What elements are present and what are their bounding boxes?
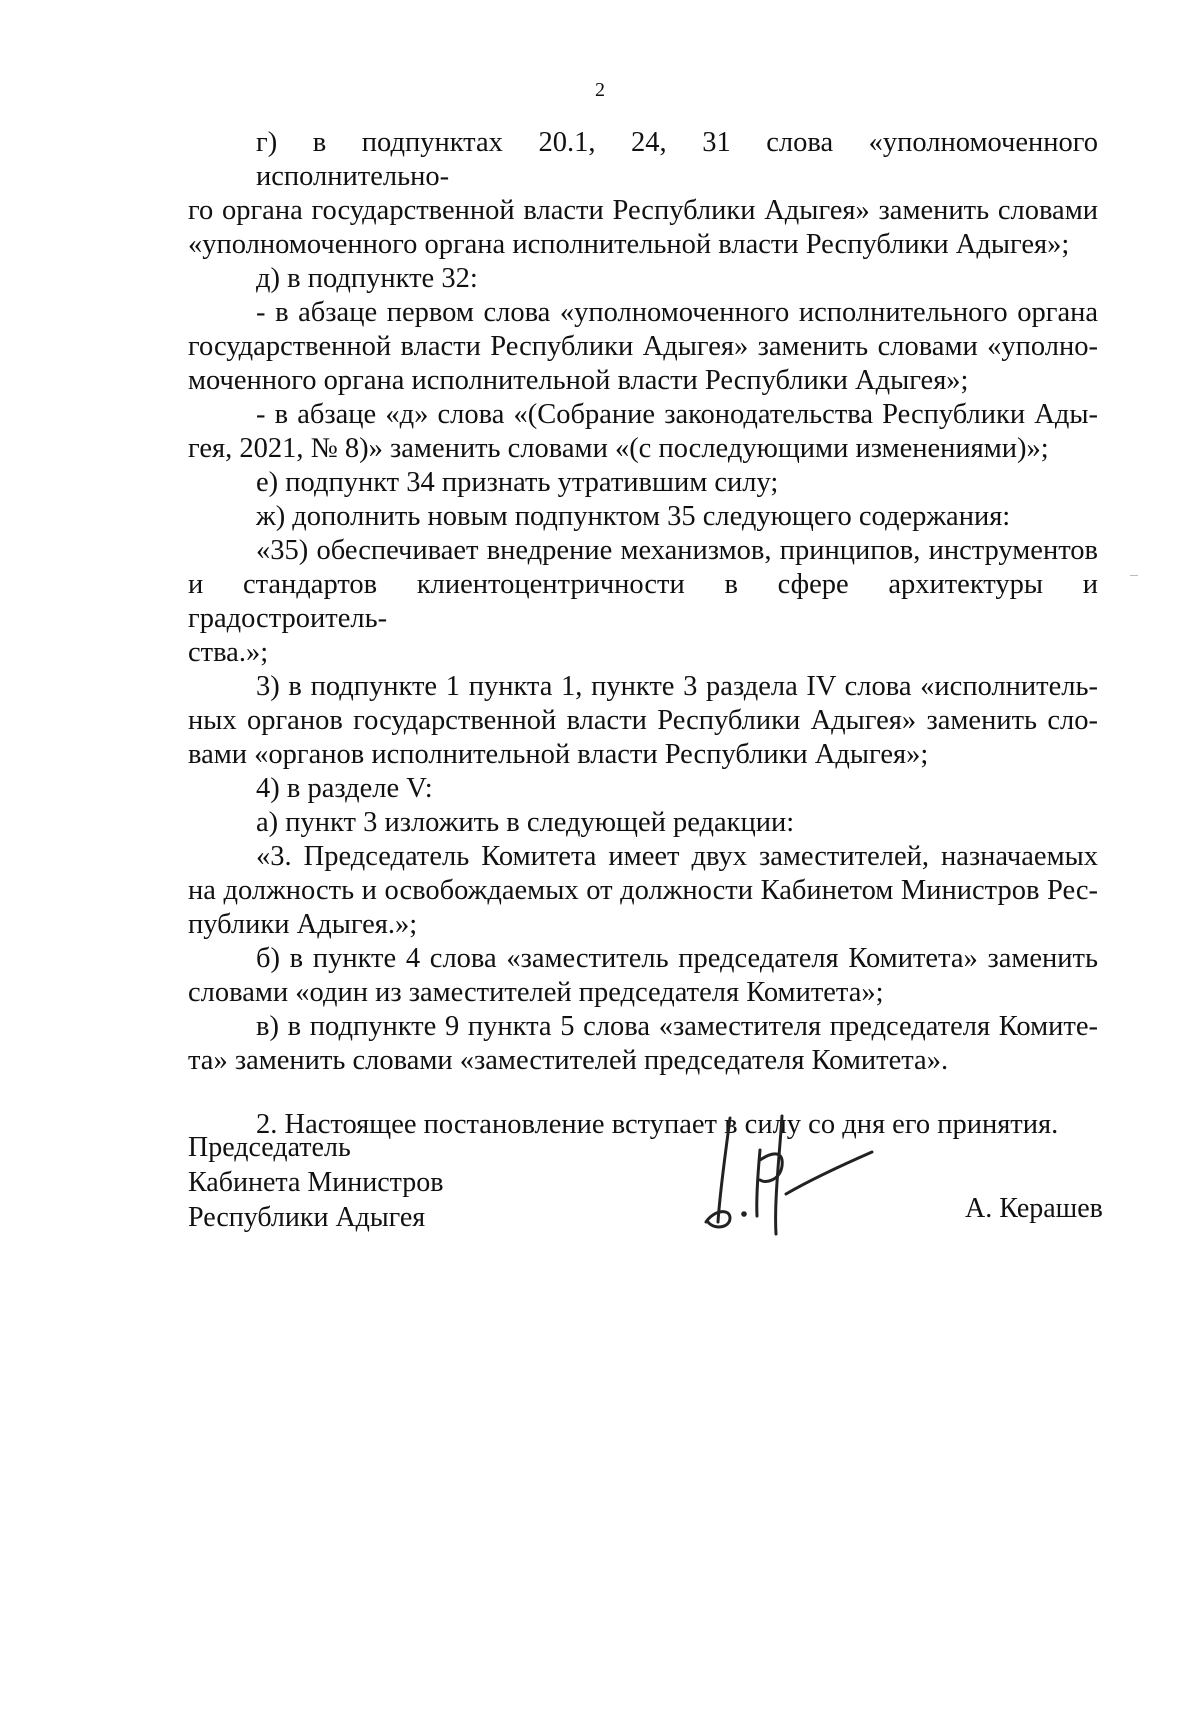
signer-name: А. Керашев	[965, 1193, 1103, 1224]
text-line: публики Адыгея.»;	[188, 909, 418, 940]
text-line: моченного органа исполнительной власти Республики Адыгея»;	[188, 365, 969, 396]
text-line: 4) в разделе V:	[256, 773, 433, 804]
text-line: «уполномоченного органа исполнительной власти Республики Адыгея»;	[188, 229, 1070, 260]
text-line: «35) обеспечивает внедрение механизмов, принципов, инструментов	[256, 535, 1098, 566]
text-line: г) в подпунктах 20.1, 24, 31 слова «уполномоченного исполнительно-	[256, 127, 1098, 192]
text-line: 3) в подпункте 1 пункта 1, пункте 3 раздела IV слова «исполнитель-	[256, 671, 1098, 702]
scan-artifact	[1130, 575, 1138, 576]
text-line: на должность и освобождаемых от должности Кабинетом Министров Рес-	[188, 875, 1098, 906]
text-line: 2. Настоящее постановление вступает в силу со дня его принятия.	[256, 1109, 1059, 1140]
text-line: е) подпункт 34 признать утратившим силу;	[256, 467, 779, 498]
text-line: в) в подпункте 9 пункта 5 слова «заместителя председателя Комите-	[256, 1011, 1098, 1042]
text-line: - в абзаце первом слова «уполномоченного исполнительного органа	[256, 297, 1098, 328]
text-line: ж) дополнить новым подпунктом 35 следующего содержания:	[256, 501, 1011, 532]
handwritten-signature	[700, 1110, 880, 1240]
text-line: а) пункт 3 изложить в следующей редакции:	[256, 807, 795, 838]
signer-title	[188, 1130, 443, 1235]
text-line: словами «один из заместителей председателя Комитета»;	[188, 977, 884, 1008]
text-line: б) в пункте 4 слова «заместитель председателя Комитета» заменить	[256, 943, 1098, 974]
text-line: - в абзаце «д» слова «(Собрание законодательства Республики Ады-	[256, 399, 1098, 430]
text-line: государственной власти Республики Адыгея» заменить словами «уполно-	[188, 331, 1098, 362]
signer-title-line: Председатель	[188, 1132, 351, 1163]
text-line: ных органов государственной власти Республики Адыгея» заменить сло-	[188, 705, 1098, 736]
document-body	[188, 126, 1098, 1142]
text-line: «3. Председатель Комитета имеет двух заместителей, назначаемых	[256, 841, 1098, 872]
text-line: ства.»;	[188, 637, 269, 668]
text-line: го органа государственной власти Республики Адыгея» заменить словами	[188, 195, 1098, 226]
text-line: вами «органов исполнительной власти Республики Адыгея»;	[188, 739, 929, 770]
page-number: 2	[595, 79, 605, 101]
text-line: и стандартов клиентоцентричности в сфере архитектуры и градостроитель-	[188, 569, 1098, 634]
signer-title-line: Республики Адыгея	[188, 1202, 426, 1233]
text-line: гея, 2021, № 8)» заменить словами «(с последующими изменениями)»;	[188, 433, 1049, 464]
text-line: та» заменить словами «заместителей председателя Комитета».	[188, 1045, 949, 1076]
signer-title-line: Кабинета Министров	[188, 1167, 444, 1198]
text-line: д) в подпункте 32:	[256, 263, 478, 294]
